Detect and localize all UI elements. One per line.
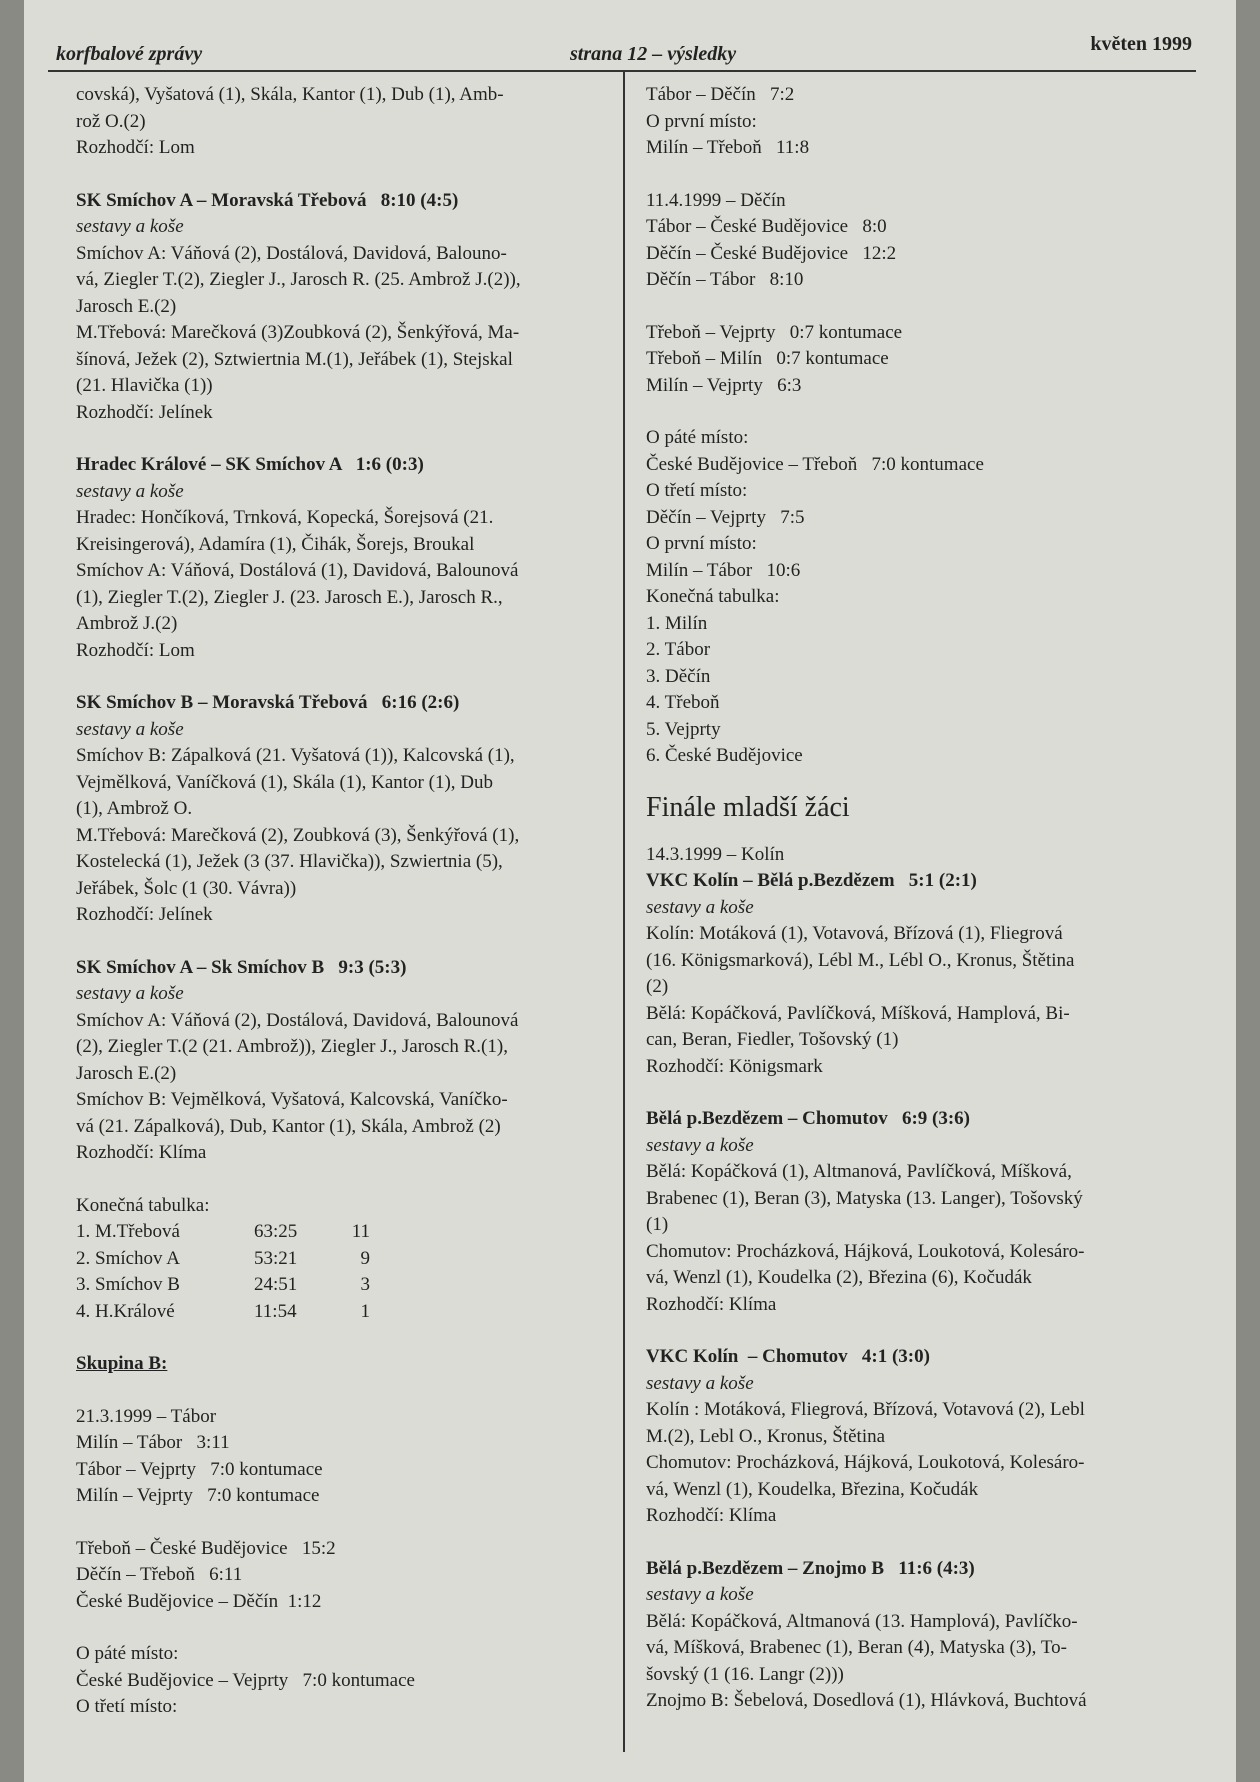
text-line: 4. Třeboň <box>646 692 720 713</box>
right-column <box>646 82 1168 1715</box>
text-line: Děčín – Třeboň 6:11 <box>76 1564 243 1585</box>
text-line: 21.3.1999 – Tábor <box>76 1405 217 1427</box>
standings-team: 2. Smíchov A <box>76 1247 180 1269</box>
text-line: 6. České Budějovice <box>646 745 803 766</box>
text-line: vá, Míšková, Brabenec (1), Beran (4), Matyska (3), To- <box>646 1637 1067 1658</box>
newsletter-name: korfbalové zprávy <box>56 43 203 65</box>
standings-points: 1 <box>360 1300 370 1322</box>
text-line: Chomutov: Procházková, Hájková, Loukotová, Kolesáro- <box>646 1452 1085 1473</box>
column-divider <box>623 72 625 1752</box>
text-line: Smíchov B: Zápalková (21. Vyšatová (1)), Kalcovská (1), <box>76 745 515 766</box>
standings-team: 4. H.Králové <box>76 1300 175 1322</box>
match-title: SK Smíchov A – Sk Smíchov B 9:3 (5:3) <box>76 956 407 978</box>
match-title: Bělá p.Bezdězem – Chomutov 6:9 (3:6) <box>646 1108 971 1129</box>
match-title: VKC Kolín – Bělá p.Bezdězem 5:1 (2:1) <box>646 870 977 891</box>
text-line: (21. Hlavička (1)) <box>76 375 213 396</box>
text-line: vá, Wenzl (1), Koudelka, Březina, Kočudák <box>646 1478 979 1500</box>
text-line: šínová, Ježek (2), Sztwiertnia M.(1), Jeřábek (1), Stejskal <box>76 348 513 370</box>
text-line: M.Třebová: Marečková (3)Zoubková (2), Šenkýřová, Ma- <box>76 322 520 343</box>
match-subtitle: sestavy a koše <box>646 1584 754 1605</box>
standings-points: 11 <box>351 1221 370 1242</box>
text-line: České Budějovice – Třeboň 7:0 kontumace <box>646 453 984 475</box>
text-line: Milín – Vejprty 7:0 kontumace <box>76 1485 320 1506</box>
text-line: (1), Ambrož O. <box>76 798 193 819</box>
match-subtitle: sestavy a koše <box>646 896 754 918</box>
standings-score: 63:25 <box>254 1221 298 1242</box>
text-line: Kolín : Motáková, Fliegrová, Břízová, Votavová (2), Lebl <box>646 1399 1085 1420</box>
text-line: 11.4.1999 – Děčín <box>646 189 786 211</box>
standings-title: Konečná tabulka: <box>76 1194 210 1216</box>
text-line: (2), Ziegler T.(2 (21. Ambrož)), Ziegler J., Jarosch R.(1), <box>76 1036 508 1057</box>
text-line: can, Beran, Fiedler, Tošovský (1) <box>646 1029 899 1050</box>
standings-row <box>76 1219 594 1246</box>
text-line: Děčín – České Budějovice 12:2 <box>646 242 897 264</box>
text-line: Rozhodčí: Jelínek <box>76 904 213 925</box>
text-line: Kolín: Motáková (1), Votavová, Břízová (1), Fliegrová <box>646 923 1063 944</box>
standings-score: 53:21 <box>254 1247 298 1269</box>
standings-points: 3 <box>360 1274 370 1295</box>
text-line: Rozhodčí: Lom <box>76 639 195 661</box>
text-line: Rozhodčí: Lom <box>76 137 195 158</box>
text-line: (16. Königsmarková), Lébl M., Lébl O., Kronus, Štětina <box>646 949 1075 971</box>
text-line: 5. Vejprty <box>646 718 721 740</box>
text-line: Kostelecká (1), Ježek (3 (37. Hlavička)), Szwiertnia (5), <box>76 851 503 872</box>
text-line: O třetí místo: <box>76 1696 178 1717</box>
standings-row <box>76 1246 594 1273</box>
standings-team: 3. Smíchov B <box>76 1274 180 1295</box>
page-header <box>48 28 1196 72</box>
text-line: Jarosch E.(2) <box>76 1062 177 1084</box>
text-line: Rozhodčí: Königsmark <box>646 1055 823 1077</box>
text-line: Smíchov A: Váňová (2), Dostálová, Davidová, Balounová <box>76 1009 519 1031</box>
standings-team: 1. M.Třebová <box>76 1221 180 1242</box>
text-line: Ambrož J.(2) <box>76 613 178 634</box>
text-line: (2) <box>646 976 669 997</box>
text-line: vá, Ziegler T.(2), Ziegler J., Jarosch R. (25. Ambrož J.(2)), <box>76 269 521 290</box>
text-line: Rozhodčí: Klíma <box>646 1293 777 1315</box>
text-line: Třeboň – Milín 0:7 kontumace <box>646 348 889 369</box>
text-line: Třeboň – České Budějovice 15:2 <box>76 1537 336 1559</box>
text-line: Milín – Tábor 3:11 <box>76 1432 230 1453</box>
text-line: Kreisingerová), Adamíra (1), Čihák, Šorejs, Broukal <box>76 533 475 555</box>
text-line: Jeřábek, Šolc (1 (30. Vávra)) <box>76 877 297 899</box>
text-line: Smíchov A: Váňová, Dostálová (1), Davidová, Balounová <box>76 560 519 581</box>
match-title: VKC Kolín – Chomutov 4:1 (3:0) <box>646 1346 930 1367</box>
text-line: České Budějovice – Vejprty 7:0 kontumace <box>76 1669 415 1691</box>
text-line: 1. Milín <box>646 612 708 634</box>
text-line: Tábor – Vejprty 7:0 kontumace <box>76 1458 323 1480</box>
text-line: Milín – Tábor 10:6 <box>646 559 801 581</box>
text-line: O první místo: <box>646 110 757 132</box>
standings-score: 11:54 <box>254 1300 297 1322</box>
text-line: vá, Wenzl (1), Koudelka (2), Březina (6), Kočudák <box>646 1267 1032 1288</box>
text-line: O páté místo: <box>646 427 749 448</box>
text-line: O první místo: <box>646 533 757 554</box>
text-line: Smíchov B: Vejmělková, Vyšatová, Kalcovská, Vaníčko- <box>76 1089 508 1110</box>
text-line: Rozhodčí: Jelínek <box>76 401 213 423</box>
text-line: M.(2), Lebl O., Kronus, Štětina <box>646 1425 886 1447</box>
text-line: Milín – Třeboň 11:8 <box>646 137 810 158</box>
section-heading: Finále mladší žáci <box>646 791 850 823</box>
text-line: Děčín – Tábor 8:10 <box>646 269 804 290</box>
text-line: Smíchov A: Váňová (2), Dostálová, Davidová, Balouno- <box>76 242 507 264</box>
text-line: rož O.(2) <box>76 110 146 132</box>
text-line: Vejmělková, Vaníčková (1), Skála (1), Kantor (1), Dub <box>76 771 494 793</box>
match-subtitle: sestavy a koše <box>76 718 184 740</box>
text-line: Chomutov: Procházková, Hájková, Loukotová, Kolesáro- <box>646 1240 1085 1262</box>
left-column <box>76 82 594 1721</box>
text-line: Bělá: Kopáčková, Altmanová (13. Hamplová), Pavlíčko- <box>646 1610 1078 1632</box>
text-line: 3. Děčín <box>646 665 711 687</box>
text-line: vá (21. Zápalková), Dub, Kantor (1), Skála, Ambrož (2) <box>76 1115 501 1137</box>
match-subtitle: sestavy a koše <box>646 1134 754 1156</box>
standings-row <box>76 1272 594 1299</box>
match-title: Hradec Králové – SK Smíchov A 1:6 (0:3) <box>76 454 424 475</box>
page-number: strana 12 – výsledky <box>570 43 737 65</box>
text-line: (1), Ziegler T.(2), Ziegler J. (23. Jarosch E.), Jarosch R., <box>76 586 503 608</box>
text-line: 14.3.1999 – Kolín <box>646 843 785 865</box>
text-line: šovský (1 (16. Langr (2))) <box>646 1663 844 1685</box>
text-line: O třetí místo: <box>646 480 748 501</box>
text-line: Bělá: Kopáčková (1), Altmanová, Pavlíčková, Míšková, <box>646 1161 1072 1182</box>
text-line: Bělá: Kopáčková, Pavlíčková, Míšková, Hamplová, Bi- <box>646 1002 1070 1024</box>
text-line: Tábor – České Budějovice 8:0 <box>646 216 887 237</box>
text-line: Rozhodčí: Klíma <box>76 1142 207 1163</box>
text-line: O páté místo: <box>76 1643 179 1664</box>
match-subtitle: sestavy a koše <box>76 216 184 237</box>
match-title: Bělá p.Bezdězem – Znojmo B 11:6 (4:3) <box>646 1557 975 1579</box>
match-subtitle: sestavy a koše <box>646 1372 754 1394</box>
text-line: M.Třebová: Marečková (2), Zoubková (3), Šenkýřová (1), <box>76 824 520 846</box>
standings-score: 24:51 <box>254 1274 298 1295</box>
text-line: Děčín – Vejprty 7:5 <box>646 506 805 528</box>
text-line: Jarosch E.(2) <box>76 295 177 317</box>
standings-points: 9 <box>360 1247 370 1269</box>
text-line: Hradec: Hončíková, Trnková, Kopecká, Šorejsová (21. <box>76 507 494 528</box>
match-subtitle: sestavy a koše <box>76 480 184 502</box>
group-heading: Skupina B: <box>76 1353 168 1374</box>
match-subtitle: sestavy a koše <box>76 983 184 1004</box>
text-line: (1) <box>646 1214 669 1235</box>
text-line: Třeboň – Vejprty 0:7 kontumace <box>646 321 903 343</box>
text-line: Brabenec (1), Beran (3), Matyska (13. Langer), Tošovský <box>646 1187 1083 1209</box>
issue-date: květen 1999 <box>1090 33 1192 55</box>
text-line: covská), Vyšatová (1), Skála, Kantor (1), Dub (1), Amb- <box>76 84 504 105</box>
text-line: Konečná tabulka: <box>646 586 780 607</box>
standings-row <box>76 1299 594 1326</box>
text-line: Milín – Vejprty 6:3 <box>646 374 802 396</box>
match-title: SK Smíchov A – Moravská Třebová 8:10 (4:5) <box>76 189 459 211</box>
text-line: Tábor – Děčín 7:2 <box>646 84 795 105</box>
text-line: Znojmo B: Šebelová, Dosedlová (1), Hlávková, Buchtová <box>646 1690 1087 1711</box>
match-title: SK Smíchov B – Moravská Třebová 6:16 (2:6) <box>76 692 460 713</box>
text-line: České Budějovice – Děčín 1:12 <box>76 1590 322 1612</box>
text-line: Rozhodčí: Klíma <box>646 1505 777 1526</box>
text-line: 2. Tábor <box>646 639 711 660</box>
